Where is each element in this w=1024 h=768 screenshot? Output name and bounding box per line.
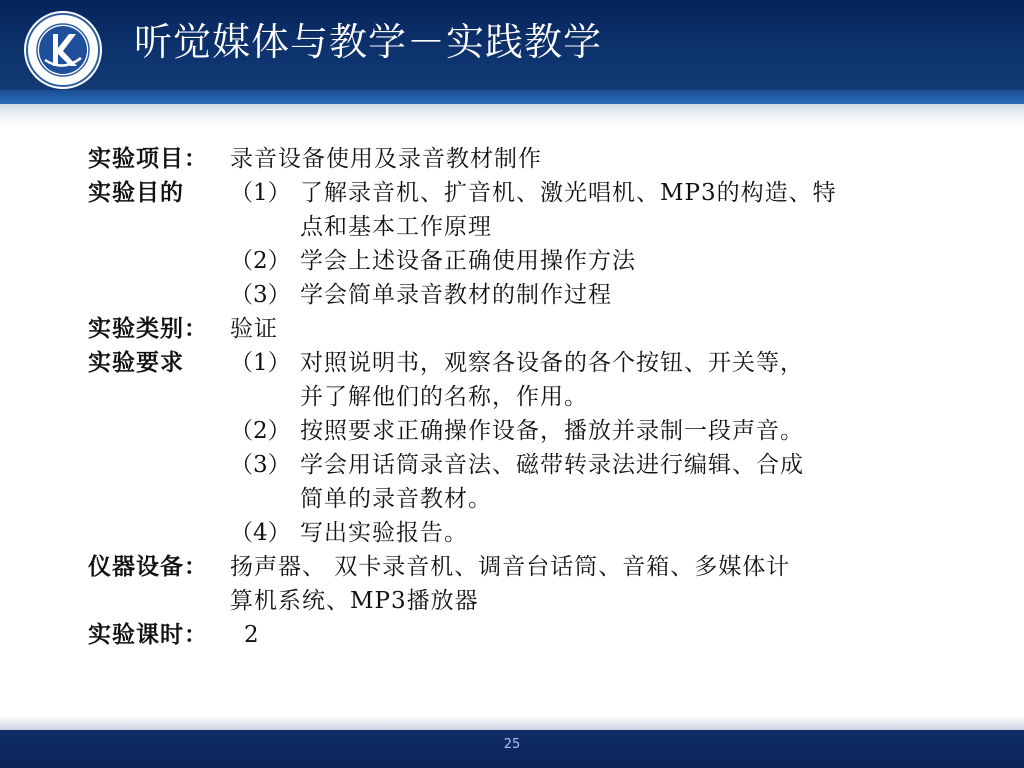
category-row (88, 312, 948, 346)
equipment-line: 算机系统、MP3播放器 (230, 588, 479, 614)
requirement-row-4 (88, 516, 948, 550)
hours-value: 2 (244, 622, 260, 648)
equipment-row-cont (88, 584, 948, 618)
hours-label: 实验课时： (88, 621, 208, 648)
requirement-line: 写出实验报告。 (300, 520, 468, 546)
slide-content (88, 142, 948, 652)
project-label: 实验项目： (88, 145, 208, 172)
requirement-line: 按照要求正确操作设备，播放并录制一段声音。 (300, 418, 804, 444)
purpose-line: 学会上述设备正确使用操作方法 (300, 248, 636, 274)
purpose-row-1 (88, 176, 948, 210)
header-band (0, 90, 1024, 104)
requirements-label: 实验要求 (88, 349, 184, 376)
slide-title: 听觉媒体与教学－实践教学 (134, 20, 603, 64)
university-logo (23, 10, 103, 90)
purpose-num: （1） (230, 180, 291, 206)
purpose-row-3 (88, 278, 948, 312)
requirement-row-1 (88, 346, 948, 380)
requirement-line: 并了解他们的名称，作用。 (300, 384, 588, 410)
slide-header (0, 0, 1024, 104)
category-value: 验证 (230, 316, 278, 342)
footer-divider (0, 716, 1024, 730)
requirement-row-3-cont (88, 482, 948, 516)
requirement-row-2 (88, 414, 948, 448)
requirement-num: （1） (230, 350, 291, 376)
project-value: 录音设备使用及录音教材制作 (230, 146, 542, 172)
requirement-line: 简单的录音教材。 (300, 486, 492, 512)
slide-footer (0, 730, 1024, 768)
page-number: 25 (503, 737, 521, 752)
requirement-num: （4） (230, 520, 291, 546)
requirement-num: （2） (230, 418, 291, 444)
requirement-num: （3） (230, 452, 291, 478)
requirement-line: 学会用话筒录音法、磁带转录法进行编辑、合成 (300, 452, 804, 478)
purpose-line: 了解录音机、扩音机、激光唱机、MP3的构造、特 (300, 180, 837, 206)
purpose-row-1-cont (88, 210, 948, 244)
purpose-line: 学会简单录音教材的制作过程 (300, 282, 612, 308)
equipment-label: 仪器设备： (88, 553, 208, 580)
hours-row (88, 618, 948, 652)
purpose-num: （2） (230, 248, 291, 274)
requirement-line: 对照说明书，观察各设备的各个按钮、开关等， (300, 350, 804, 376)
purpose-line: 点和基本工作原理 (300, 214, 492, 240)
header-divider (0, 104, 1024, 128)
purpose-num: （3） (230, 282, 291, 308)
purpose-label: 实验目的 (88, 179, 184, 206)
purpose-row-2 (88, 244, 948, 278)
equipment-line: 扬声器、 双卡录音机、调音台话筒、音箱、多媒体计 (230, 554, 791, 580)
category-label: 实验类别： (88, 315, 208, 342)
equipment-row (88, 550, 948, 584)
project-row (88, 142, 948, 176)
requirement-row-1-cont (88, 380, 948, 414)
requirement-row-3 (88, 448, 948, 482)
